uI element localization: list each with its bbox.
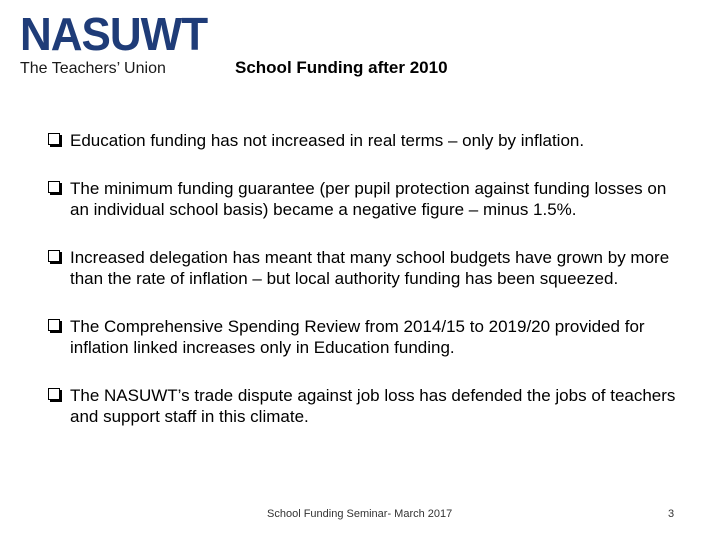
- slide-title: School Funding after 2010: [235, 58, 448, 77]
- bullet-item: [48, 178, 688, 220]
- logo-tagline: The Teachers’ Union: [20, 60, 166, 77]
- bullet-text: Increased delegation has meant that many school budgets have grown by more than the rate of inflation – but local authority funding has been squeezed.: [70, 248, 670, 288]
- bullet-text: The minimum funding guarantee (per pupil protection against funding losses on an individual school basis) became a negative figure – minus 1.5%.: [70, 179, 667, 219]
- bullet-item: [48, 130, 688, 151]
- checkbox-bullet-icon: [48, 250, 60, 262]
- nasuwt-logo: [20, 8, 208, 78]
- footer-text: School Funding Seminar- March 2017: [267, 508, 453, 520]
- bullet-item: [48, 316, 688, 358]
- bullet-item: [48, 247, 688, 289]
- bullet-item: [48, 385, 688, 427]
- bullet-text: The Comprehensive Spending Review from 2014/15 to 2019/20 provided for inflation linked increases only in Education funding.: [70, 317, 645, 357]
- bullet-text: Education funding has not increased in real terms – only by inflation.: [70, 131, 585, 150]
- checkbox-bullet-icon: [48, 319, 60, 331]
- bullet-list: [48, 130, 688, 427]
- checkbox-bullet-icon: [48, 388, 60, 400]
- checkbox-bullet-icon: [48, 181, 60, 193]
- logo-name: NASUWT: [20, 8, 208, 61]
- bullet-text: The NASUWT’s trade dispute against job loss has defended the jobs of teachers and support staff in this climate.: [70, 386, 676, 426]
- slide-footer: [0, 508, 720, 524]
- checkbox-bullet-icon: [48, 133, 60, 145]
- page-number: 3: [668, 508, 675, 520]
